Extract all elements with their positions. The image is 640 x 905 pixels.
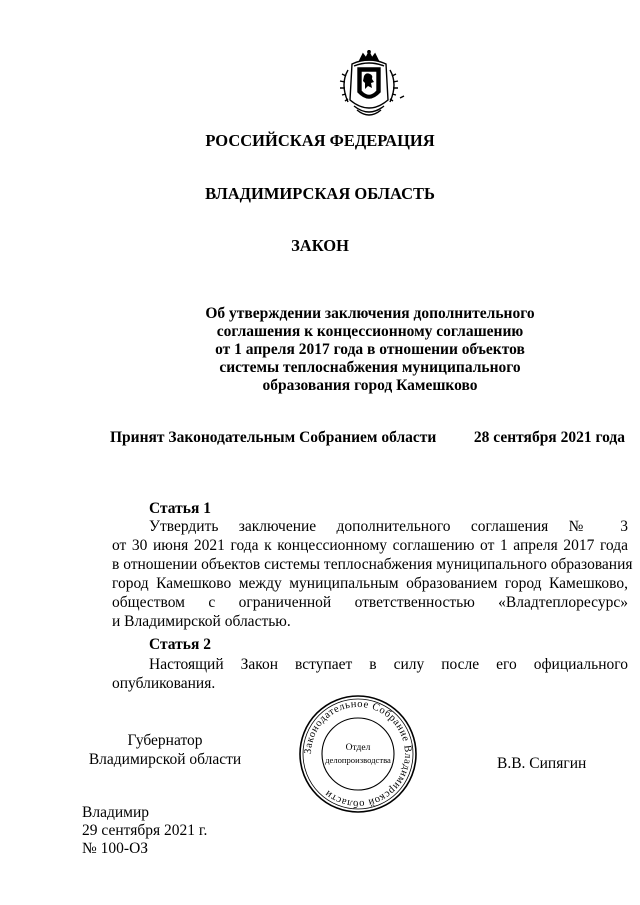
- article-2-heading: Статья 2: [149, 636, 211, 653]
- region-heading: ВЛАДИМИРСКАЯ ОБЛАСТЬ: [205, 184, 435, 203]
- issue-details: [82, 804, 207, 858]
- country-heading: РОССИЙСКАЯ ФЕДЕРАЦИЯ: [205, 131, 435, 150]
- article-1-heading: Статья 1: [149, 500, 211, 517]
- issue-city: Владимир: [82, 804, 149, 821]
- stamp-center-line: Отдел: [345, 743, 371, 753]
- governor-region: Владимирской области: [88, 751, 242, 768]
- article-1-line: в отношении объектов системы теплоснабжения муниципального образования: [112, 556, 633, 573]
- article-1-line: обществом с ограниченной ответственностью «Владтеплоресурс»: [112, 594, 628, 611]
- coat-of-arms-emblem: [330, 50, 408, 122]
- governor-name: В.В. Сипягин: [497, 755, 587, 772]
- law-number: № 100-ОЗ: [82, 840, 149, 857]
- law-title-line: от 1 апреля 2017 года в отношении объектов: [215, 341, 525, 358]
- adoption-text: Принят Законодательным Собранием области: [110, 429, 437, 446]
- issue-date: 29 сентября 2021 г.: [82, 822, 208, 839]
- law-title: [200, 305, 540, 395]
- law-title-line: Об утверждении заключения дополнительного: [205, 305, 535, 322]
- law-title-line: системы теплоснабжения муниципального: [219, 359, 521, 376]
- article-2-line: Настоящий Закон вступает в силу после его официального: [149, 656, 628, 673]
- article-1-body: [112, 517, 633, 631]
- article-1-line: город Камешково между муниципальным образованием город Камешково,: [112, 575, 628, 592]
- official-stamp: [296, 692, 420, 816]
- article-2-line: опубликования.: [112, 675, 216, 692]
- governor-title: Губернатор: [127, 732, 203, 749]
- governor-position: [80, 731, 250, 769]
- article-1-line: от 30 июня 2021 года к концессионному соглашению от 1 апреля 2017 года: [112, 537, 628, 554]
- doc-type-heading: ЗАКОН: [291, 236, 349, 255]
- article-1-line: и Владимирской областью.: [112, 613, 291, 630]
- stamp-center-line: делопроизводства: [325, 755, 391, 765]
- article-2-body: [112, 655, 628, 693]
- adoption-date: 28 сентября 2021 года: [473, 429, 625, 446]
- law-title-line: соглашения к концессионному соглашению: [216, 323, 524, 340]
- svg-text:Законодательное Собрание Влади: [303, 699, 413, 809]
- article-1-line: Утвердить заключение дополнительного соглашения № 3: [149, 518, 628, 535]
- stamp-ring-text: Законодательное Собрание Владимирской области: [302, 698, 414, 810]
- adoption-row: [110, 429, 625, 447]
- law-title-line: образования город Камешково: [262, 377, 478, 394]
